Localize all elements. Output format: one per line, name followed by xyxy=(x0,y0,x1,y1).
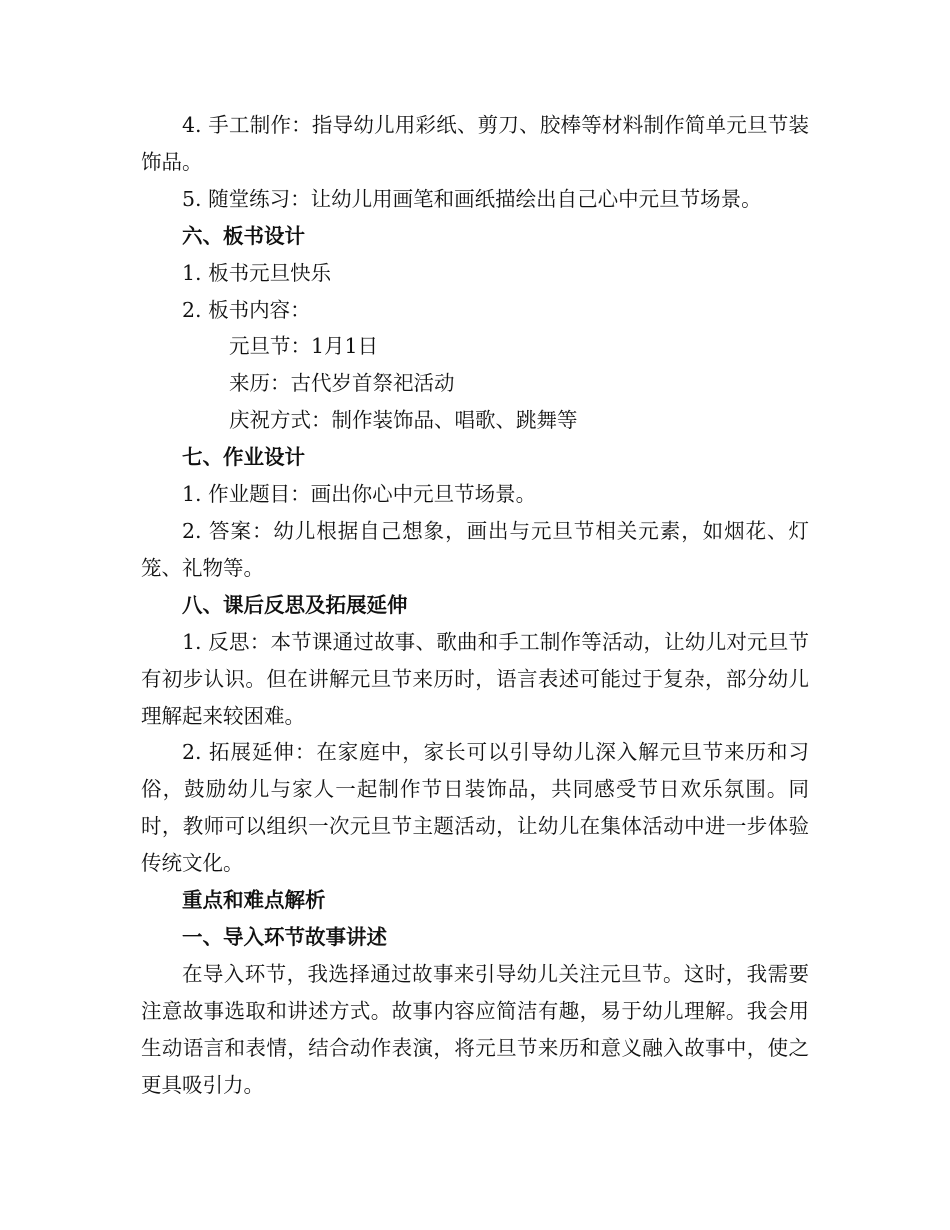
heading-reflection: 八、课后反思及拓展延伸 xyxy=(182,592,408,617)
paragraph-board-title: 1. 板书元旦快乐 xyxy=(182,260,332,285)
paragraph-board-content: 2. 板书内容： xyxy=(182,297,311,322)
paragraph-handicraft: 4. 手工制作：指导幼儿用彩纸、剪刀、胶棒等材料制作简单元旦节装饰品。 xyxy=(141,113,809,174)
paragraph-reflection: 1. 反思：本节课通过故事、歌曲和手工制作等活动，让幼儿对元旦节有初步认识。但在讲解元旦节来历时，语言表述可能过于复杂，部分幼儿理解起来较困难。 xyxy=(141,629,809,728)
paragraph-extension: 2. 拓展延伸：在家庭中，家长可以引导幼儿深入解元旦节来历和习俗，鼓励幼儿与家人一起制作节日装饰品，共同感受节日欢乐氛围。同时，教师可以组织一次元旦节主题活动，让幼儿在集体活动中进一步体验传统文化。 xyxy=(141,740,809,876)
paragraph-intro-story: 在导入环节，我选择通过故事来引导幼儿关注元旦节。这时，我需要注意故事选取和讲述方式。故事内容应简洁有趣，易于幼儿理解。我会用生动语言和表情，结合动作表演，将元旦节来历和意义融入故事中，使之更具吸引力。 xyxy=(141,961,809,1097)
heading-board-design: 六、板书设计 xyxy=(182,223,305,248)
board-item-date: 元旦节：1月1日 xyxy=(229,334,379,359)
heading-intro-story: 一、导入环节故事讲述 xyxy=(182,924,387,949)
paragraph-homework-answer: 2. 答案：幼儿根据自己想象，画出与元旦节相关元素，如烟花、灯笼、礼物等。 xyxy=(141,518,809,580)
paragraph-practice: 5. 随堂练习：让幼儿用画笔和画纸描绘出自己心中元旦节场景。 xyxy=(182,186,762,211)
document-body xyxy=(141,107,809,1103)
heading-homework: 七、作业设计 xyxy=(182,445,305,470)
board-item-celebration: 庆祝方式：制作装饰品、唱歌、跳舞等 xyxy=(229,408,578,433)
board-item-origin: 来历：古代岁首祭祀活动 xyxy=(229,371,455,396)
heading-key-points: 重点和难点解析 xyxy=(182,888,326,913)
paragraph-homework-topic: 1. 作业题目：画出你心中元旦节场景。 xyxy=(182,482,537,507)
